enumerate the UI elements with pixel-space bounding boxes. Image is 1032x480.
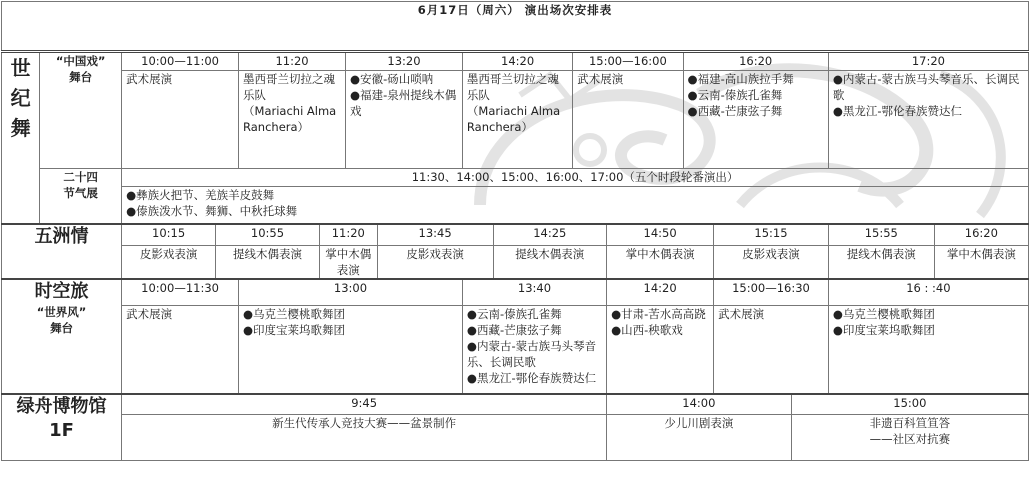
section-lvzhou — [2, 394, 122, 460]
act-cell: 武术展演 — [122, 71, 239, 169]
time-cell: 17:20 — [828, 52, 1028, 71]
act-cell: ●彝族火把节、羌族羊皮鼓舞 ●傣族泼水节、舞狮、中秋托球舞 — [122, 187, 1029, 224]
act-cell: 皮影戏表演 — [714, 246, 829, 280]
time-cell: 9:45 — [122, 394, 607, 414]
section-label: 绿舟博物馆 — [16, 396, 107, 417]
time-cell: 15:55 — [828, 224, 934, 246]
time-cell: 10:00—11:00 — [122, 52, 239, 71]
stage-label-line2: 舞台 — [69, 70, 93, 84]
time-cell: 15:00 — [791, 394, 1028, 414]
stage-jieqi — [40, 169, 122, 224]
time-cell: 14:25 — [493, 224, 607, 246]
section-label-floor: 1F — [49, 420, 74, 441]
act-cell: 提线木偶表演 — [828, 246, 934, 280]
stage-zhongguoxi — [40, 52, 122, 169]
time-cell: 11:20 — [239, 52, 346, 71]
act-cell: ●乌克兰樱桃歌舞团 ●印度宝莱坞歌舞团 — [239, 305, 463, 394]
stage-label-line2: 节气展 — [63, 186, 98, 200]
act-cell: ●乌克兰樱桃歌舞团 ●印度宝莱坞歌舞团 — [828, 305, 1028, 394]
time-cell: 10:00—11:30 — [122, 279, 239, 305]
stage-label-line2: 舞台 — [50, 321, 74, 335]
act-cell: 提线木偶表演 — [493, 246, 607, 280]
time-cell: 10:15 — [122, 224, 216, 246]
stage-label-line1: “中国戏” — [55, 54, 106, 68]
time-cell: 14:50 — [607, 224, 714, 246]
act-cell: 皮影戏表演 — [377, 246, 493, 280]
section-label: 时空旅 — [34, 281, 89, 302]
schedule-table — [1, 1, 1029, 461]
time-cell: 14:20 — [462, 52, 572, 71]
time-cell: 13:45 — [377, 224, 493, 246]
act-cell: ●安徽-砀山唢呐 ●福建-泉州提线木偶戏 — [346, 71, 463, 169]
act-cell: 武术展演 — [573, 71, 683, 169]
stage-label-line1: 二十四 — [63, 170, 98, 184]
act-cell: ●云南-傣族孔雀舞 ●西藏-芒康弦子舞 ●内蒙古-蒙古族马头琴音乐、长调民歌 ●黑龙江-鄂伦春族赞达仁 — [462, 305, 606, 394]
section-wuzhouqing — [2, 224, 122, 280]
act-cell: 墨西哥兰切拉之魂乐队 （Mariachi Alma Ranchera） — [239, 71, 346, 169]
time-cell: 11:30、14:00、15:00、16:00、17:00（五个时段轮番演出） — [122, 169, 1029, 187]
time-cell: 15:00—16:00 — [573, 52, 683, 71]
time-cell: 15:15 — [714, 224, 829, 246]
time-cell: 14:20 — [607, 279, 714, 305]
section-shikonglv — [2, 279, 122, 394]
act-cell: ●内蒙古-蒙古族马头琴音乐、长调民歌 ●黑龙江-鄂伦春族赞达仁 — [828, 71, 1028, 169]
time-cell: 16:20 — [934, 224, 1028, 246]
time-cell: 15:00—16:30 — [714, 279, 829, 305]
time-cell: 14:00 — [607, 394, 792, 414]
time-cell: 13:00 — [239, 279, 463, 305]
act-cell: 武术展演 — [714, 305, 829, 394]
act-cell: 非遗百科笪笪答 ——社区对抗赛 — [791, 414, 1028, 460]
act-cell: 少儿川剧表演 — [607, 414, 792, 460]
act-cell: 皮影戏表演 — [122, 246, 216, 280]
act-cell: 掌中木偶表演 — [934, 246, 1028, 280]
section-shijiwu — [2, 52, 40, 224]
act-cell: 武术展演 — [122, 305, 239, 394]
act-cell: 掌中木偶表演 — [319, 246, 377, 280]
act-cell: 提线木偶表演 — [216, 246, 320, 280]
act-cell: 墨西哥兰切拉之魂乐队 （Mariachi Alma Ranchera） — [462, 71, 572, 169]
act-cell: ●甘肃-苦水高高跷 ●山西-秧歌戏 — [607, 305, 714, 394]
time-cell: 13:20 — [346, 52, 463, 71]
act-cell: ●福建-高山族拉手舞 ●云南-傣族孔雀舞 ●西藏-芒康弦子舞 — [683, 71, 828, 169]
stage-label-line1: “世界风” — [36, 305, 87, 319]
time-cell: 16 : :40 — [828, 279, 1028, 305]
section-label: 世纪舞 — [10, 56, 31, 140]
time-cell: 13:40 — [462, 279, 606, 305]
time-cell: 10:55 — [216, 224, 320, 246]
time-cell: 16:20 — [683, 52, 828, 71]
page-title: 6月17日（周六） 演出场次安排表 — [2, 2, 1029, 52]
act-cell: 新生代传承人竞技大赛——盆景制作 — [122, 414, 607, 460]
section-label: 五洲情 — [34, 225, 89, 247]
act-cell: 掌中木偶表演 — [607, 246, 714, 280]
time-cell: 11:20 — [319, 224, 377, 246]
